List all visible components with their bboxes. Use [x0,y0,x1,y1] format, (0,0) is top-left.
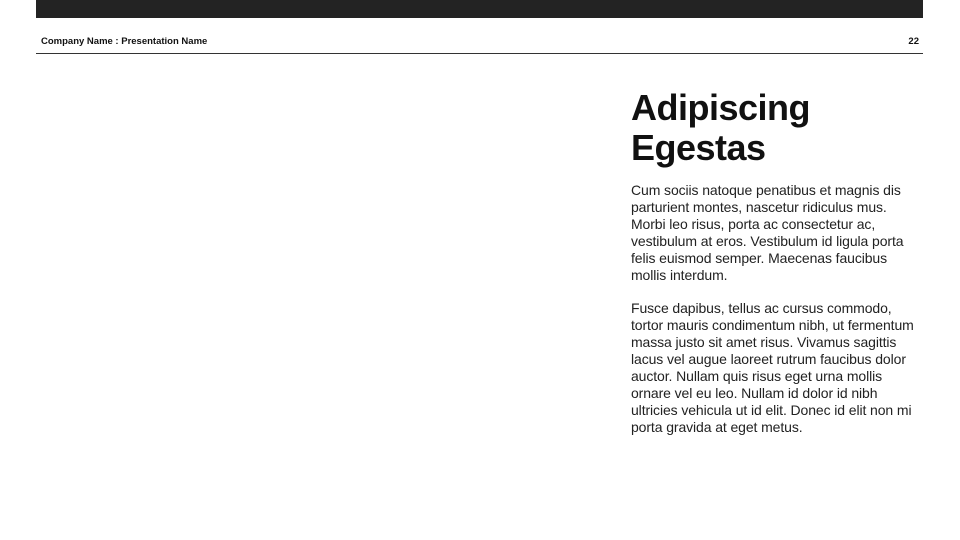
body-paragraph-1: Cum sociis natoque penatibus et magnis dis parturient montes, nascetur ridiculus mus. Morbi leo risus, porta ac consectetur ac, vestibulum at eros. Vestibulum id ligula porta felis euismod semper. Maecenas faucibus mollis interdum. [631,182,904,283]
page-number: 22 [908,36,919,47]
company-presentation-name: Company Name : Presentation Name [41,36,208,47]
body-paragraph-2: Fusce dapibus, tellus ac cursus commodo, tortor mauris condimentum nibh, ut fermentum massa justo sit amet risus. Vivamus sagittis lacus vel augue laoreet rutrum faucibus dolor auctor. Nullam quis risus eget urna mollis ornare vel eu leo. Nullam id dolor id nibh ultricies vehicula ut id elit. Donec id elit non mi porta gravida at eget metus. [631,300,914,435]
slide-header [36,34,923,54]
slide-title: Adipiscing Egestas [631,87,811,168]
text-content [631,88,921,436]
top-bar [36,0,923,18]
